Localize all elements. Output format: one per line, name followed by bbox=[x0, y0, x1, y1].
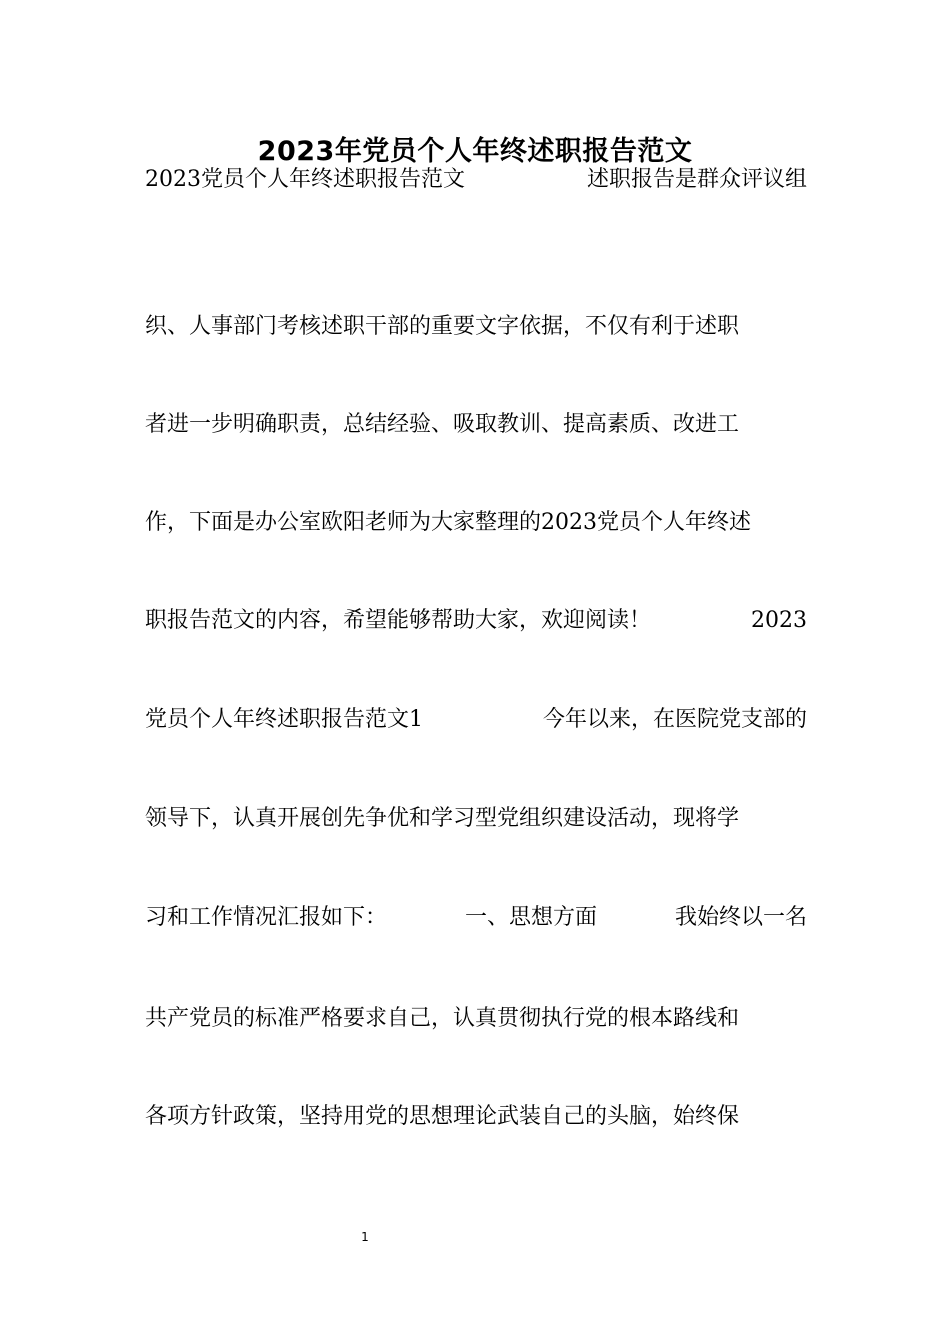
body-line-7-text: 领导下，认真开展创先争优和学习型党组织建设活动，现将学 bbox=[145, 806, 740, 831]
body-line-3-text: 者进一步明确职责，总结经验、吸取教训、提高素质、改进工 bbox=[145, 412, 740, 437]
body-line-9 bbox=[145, 1003, 807, 1035]
page-number: 1 bbox=[361, 1230, 369, 1244]
body-line-5-right: 2023 bbox=[751, 608, 807, 633]
body-line-7 bbox=[145, 803, 807, 835]
body-line-5-left: 职报告范文的内容，希望能够帮助大家，欢迎阅读！ bbox=[145, 608, 652, 633]
body-line-10 bbox=[145, 1101, 807, 1133]
body-line-1 bbox=[145, 164, 807, 196]
body-line-2-text: 织、人事部门考核述职干部的重要文字依据，不仅有利于述职 bbox=[145, 314, 740, 339]
document-title: 2023年党员个人年终述职报告范文 bbox=[257, 136, 693, 167]
body-line-6 bbox=[145, 704, 807, 736]
body-line-1-right: 述职报告是群众评议组 bbox=[586, 167, 807, 192]
body-line-6-left: 党员个人年终述职报告范文1 bbox=[145, 707, 423, 732]
body-line-8-left: 习和工作情况汇报如下： bbox=[145, 905, 388, 930]
body-line-1-left: 2023党员个人年终述职报告范文 bbox=[145, 167, 465, 192]
body-line-8-mid: 一、思想方面 bbox=[464, 905, 597, 930]
body-line-3 bbox=[145, 409, 807, 441]
body-line-8-right: 我始终以一名 bbox=[674, 905, 807, 930]
body-line-2 bbox=[145, 311, 807, 343]
body-line-8 bbox=[145, 902, 807, 934]
body-line-5 bbox=[145, 605, 807, 637]
body-line-10-text: 各项方针政策，坚持用党的思想理论武装自己的头脑，始终保 bbox=[145, 1104, 740, 1129]
body-line-6-right: 今年以来，在医院党支部的 bbox=[542, 707, 807, 732]
body-line-4 bbox=[145, 507, 807, 539]
body-line-4-text: 作，下面是办公室欧阳老师为大家整理的2023党员个人年终述 bbox=[145, 510, 751, 535]
body-line-9-text: 共产党员的标准严格要求自己，认真贯彻执行党的根本路线和 bbox=[145, 1006, 740, 1031]
